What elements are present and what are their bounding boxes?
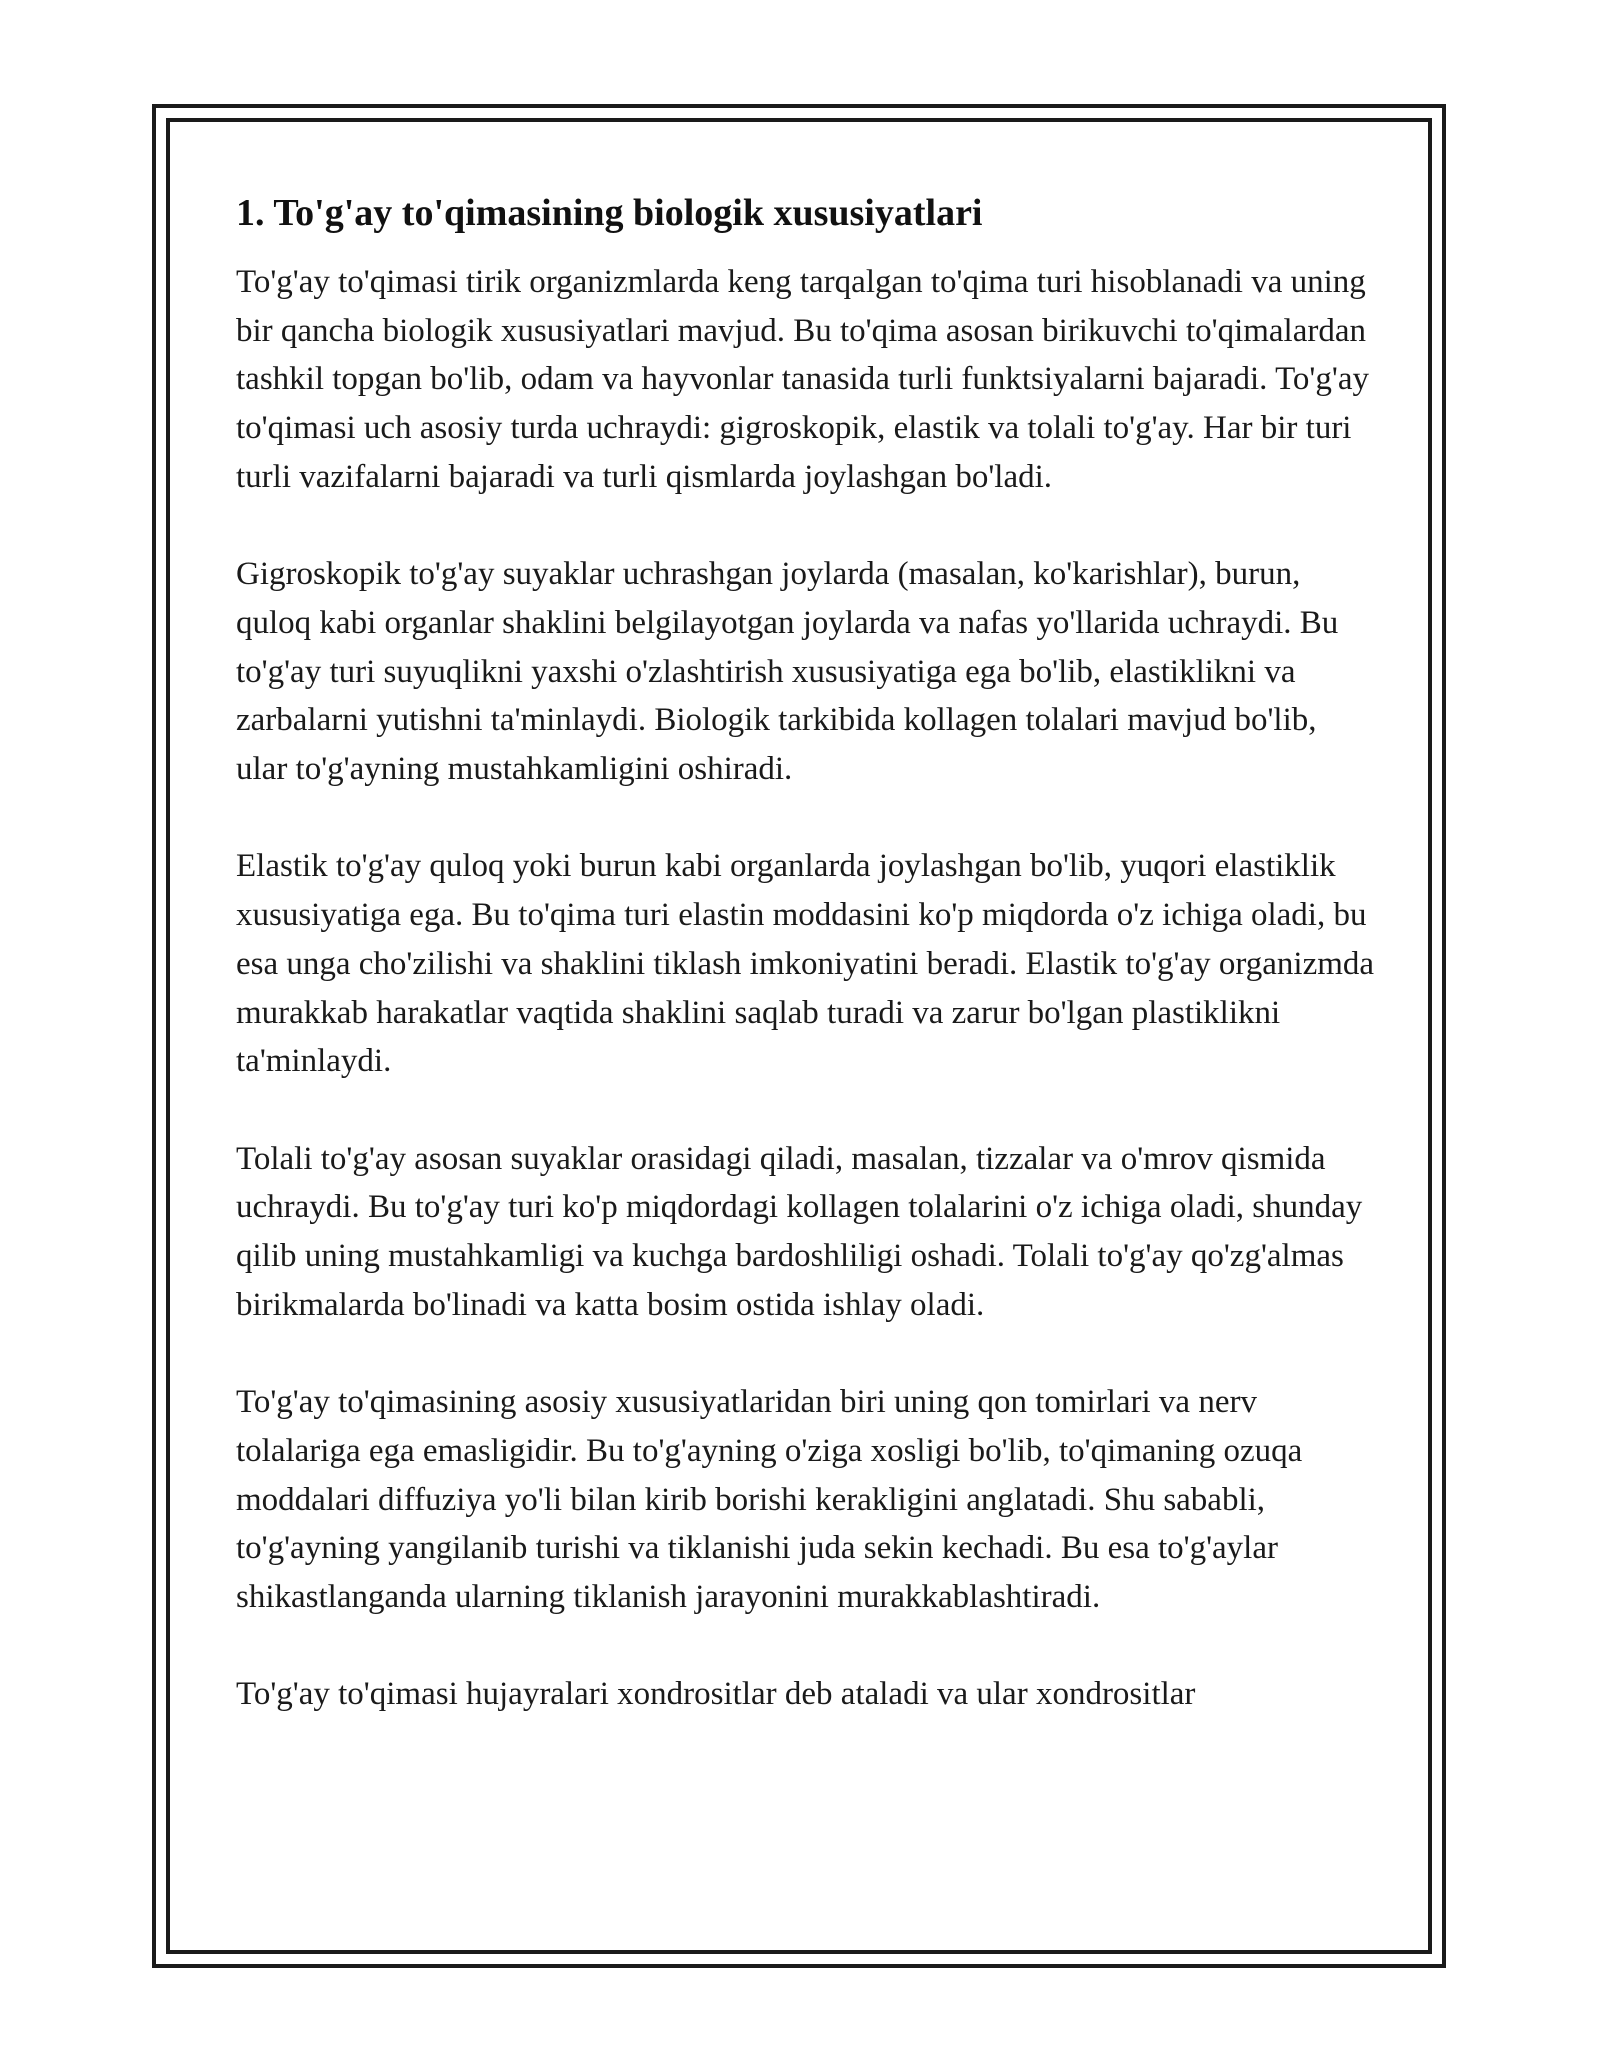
paragraph-chondrocytes: To'g'ay to'qimasi hujayralari xondrositlar deb ataladi va ular xondrositlar — [236, 1676, 1196, 1713]
paragraph-fibrous-cartilage: Tolali to'g'ay asosan suyaklar orasidagi qiladi, masalan, tizzalar va o'mrov qismida uchraydi. Bu to'g'ay turi ko'p miqdordagi kollagen tolalarini o'z ichiga oladi, shunday qilib uning mustahkamligi va kuchga bardoshliligi oshadi. Tolali to'g'ay qo'zg'almas birikmalarda bo'linadi va katta bosim ostida ishlay oladi. — [236, 1140, 1363, 1323]
paragraph-avascular-property: To'g'ay to'qimasining asosiy xususiyatlaridan biri uning qon tomirlari va nerv tolalariga ega emasligidir. Bu to'g'ayning o'ziga xosligi bo'lib, to'qimaning ozuqa moddalari diffuziya yo'li bilan kirib borishi kerakligini anglatadi. Shu sababli, to'g'ayning yangilanib turishi va tiklanishi juda sekin kechadi. Bu esa to'g'aylar shikastlanganda ularning tiklanish jarayonini murakkablashtiradi. — [236, 1384, 1303, 1615]
paragraph-elastic-cartilage: Elastik to'g'ay quloq yoki burun kabi organlarda joylashgan bo'lib, yuqori elastiklik xususiyatiga ega. Bu to'qima turi elastin moddasini ko'p miqdorda o'z ichiga oladi, bu esa unga cho'zilishi va shaklini tiklash imkoniyatini beradi. Elastik to'g'ay organizmda murakkab harakatlar vaqtida shaklini saqlab turadi va zarur bo'lgan plastiklikni ta'minlaydi. — [236, 848, 1375, 1080]
document-body — [236, 188, 1376, 1719]
section-heading: 1. To'g'ay to'qimasining biologik xususiyatlari — [236, 192, 983, 234]
paragraph-hyaline-cartilage: Gigroskopik to'g'ay suyaklar uchrashgan joylarda (masalan, ko'karishlar), burun, quloq kabi organlar shaklini belgilayotgan joylarda va nafas yo'llarida uchraydi. Bu to'g'ay turi suyuqlikni yaxshi o'zlashtirish xususiyatiga ega bo'lib, elastiklikni va zarbalarni yutishni ta'minlaydi. Biologik tarkibida kollagen tolalari mavjud bo'lib, ular to'g'ayning mustahkamligini oshiradi. — [236, 556, 1339, 788]
paragraph-overview: To'g'ay to'qimasi tirik organizmlarda keng tarqalgan to'qima turi hisoblanadi va uning bir qancha biologik xususiyatlari mavjud. Bu to'qima asosan birikuvchi to'qimalardan tashkil topgan bo'lib, odam va hayvonlar tanasida turli funktsiyalarni bajaradi. To'g'ay to'qimasi uch asosiy turda uchraydi: gigroskopik, elastik va tolali to'g'ay. Har bir turi turli vazifalarni bajaradi va turli qismlarda joylashgan bo'ladi. — [236, 264, 1369, 495]
